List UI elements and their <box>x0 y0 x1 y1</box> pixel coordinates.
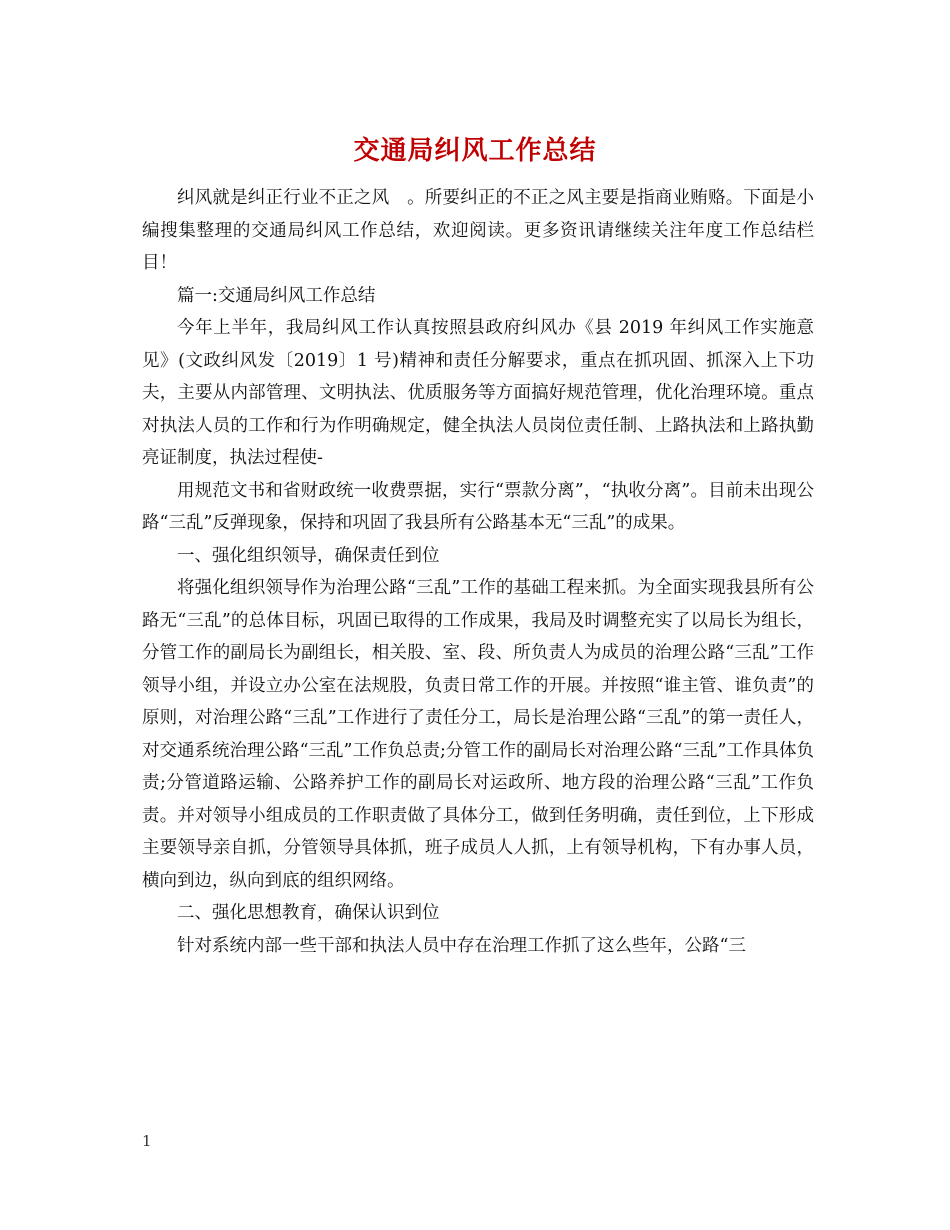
body-paragraph: 今年上半年，我局纠风工作认真按照县政府纠风办《县 2019 年纠风工作实施意见》(文政纠风发〔2019〕1 号)精神和责任分解要求，重点在抓巩固、抓深入上下功夫，主要从内部管理、文明执法、优质服务等方面搞好规范管理，优化治理环境。重点对执法人员的工作和行为作明确规定，健全执法人员岗位责任制、上路执法和上路执勤亮证制度，执法过程使- <box>142 318 814 468</box>
section-heading-part-one: 篇一:交通局纠风工作总结 <box>177 285 376 306</box>
page-number: 1 <box>142 1132 152 1150</box>
body-paragraph: 将强化组织领导作为治理公路“三乱”工作的基础工程来抓。为全面实现我县所有公路无“三乱”的总体目标，巩固已取得的工作成果，我局及时调整充实了以局长为组长，分管工作的副局长为副组长，相关股、室、段、所负责人为成员的治理公路“三乱”工作领导小组，并设立办公室在法规股，负责日常工作的开展。并按照“谁主管、谁负责”的原则，对治理公路“三乱”工作进行了责任分工，局长是治理公路“三乱”的第一责任人，对交通系统治理公路“三乱”工作负总责;分管工作的副局长对治理公路“三乱”工作具体负责;分管道路运输、公路养护工作的副局长对运政所、地方段的治理公路“三乱”工作负责。并对领导小组成员的工作职责做了具体分工，做到任务明确，责任到位，上下形成主要领导亲自抓，分管领导具体抓，班子成员人人抓，上有领导机构，下有办事人员，横向到边，纵向到底的组织网络。 <box>142 578 814 891</box>
section-heading-one: 一、强化组织领导，确保责任到位 <box>177 545 440 566</box>
section-heading-two: 二、强化思想教育，确保认识到位 <box>177 903 440 923</box>
body-paragraph: 针对系统内部一些干部和执法人员中存在治理工作抓了这么些年，公路“三 <box>177 935 746 956</box>
body-paragraph: 用规范文书和省财政统一收费票据，实行“票款分离”，“执收分离”。目前未出现公路“三乱”反弹现象，保持和巩固了我县所有公路基本无“三乱”的成果。 <box>142 480 814 533</box>
intro-paragraph: 纠风就是纠正行业不正之风 。所要纠正的不正之风主要是指商业贿赂。下面是小编搜集整理的交通局纠风工作总结，欢迎阅读。更多资讯请继续关注年度工作总结栏目！ <box>142 188 814 273</box>
document-title: 交通局纠风工作总结 <box>353 136 597 166</box>
document-body <box>142 182 814 962</box>
